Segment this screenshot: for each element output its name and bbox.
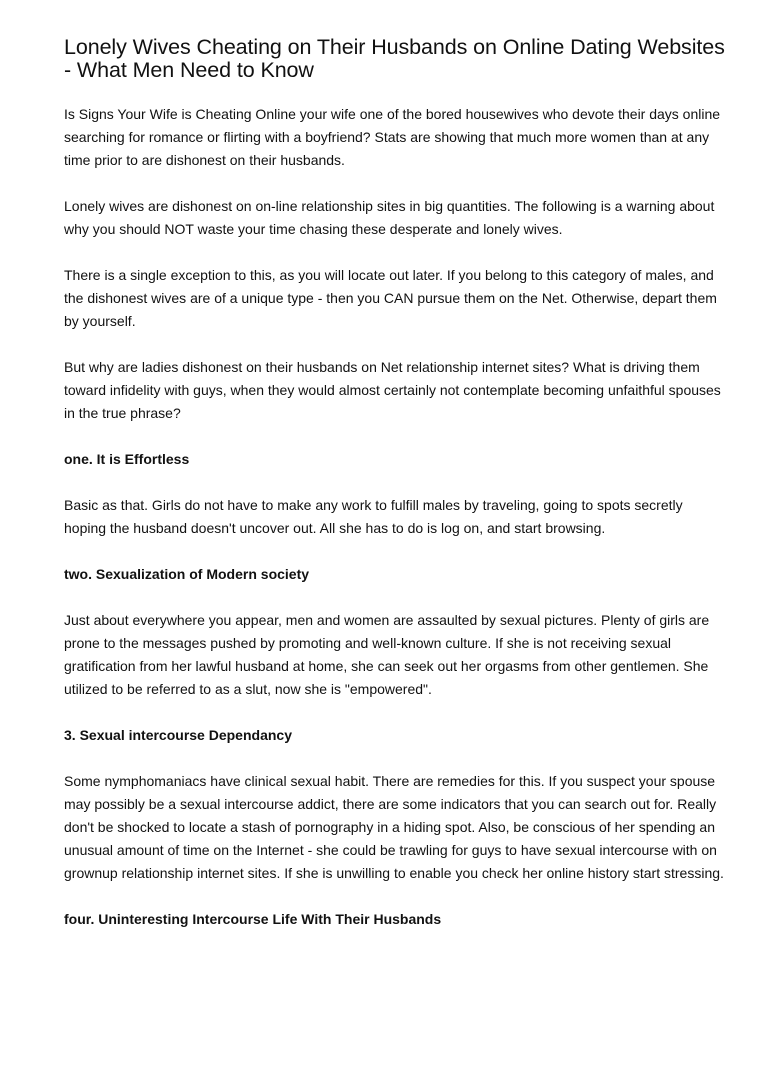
section-heading-sexualization: two. Sexualization of Modern society — [64, 566, 310, 582]
section-text-effortless: Basic as that. Girls do not have to make any work to fulfill males by traveling, going to spots secretly hoping the husband doesn't uncover out. All she has to do is log on, and start browsing. — [64, 497, 683, 536]
document-title: Lonely Wives Cheating on Their Husbands on Online Dating Websites - What Men Need to Know — [64, 35, 725, 82]
section-heading-dependancy: 3. Sexual intercourse Dependancy — [64, 727, 292, 743]
section-heading-effortless: one. It is Effortless — [64, 451, 190, 467]
paragraph-question: But why are ladies dishonest on their husbands on Net relationship internet sites? What is driving them toward infidelity with guys, when they would almost certainly not contemplate becoming unfaithful spouses in the true phrase? — [64, 359, 721, 421]
section-heading-uninteresting: four. Uninteresting Intercourse Life With Their Husbands — [64, 911, 442, 927]
paragraph-warning: Lonely wives are dishonest on on-line relationship sites in big quantities. The following is a warning about why you should NOT waste your time chasing these desperate and lonely wives. — [64, 198, 715, 237]
section-text-sexualization: Just about everywhere you appear, men and women are assaulted by sexual pictures. Plenty of girls are prone to the messages pushed by promoting and well-known culture. If she is not receiving sexual gratification from her lawful husband at home, she can seek out her orgasms from other gentlemen. She utilized to be referred to as a slut, now she is "empowered". — [64, 612, 710, 697]
paragraph-exception: There is a single exception to this, as you will locate out later. If you belong to this category of males, and the dishonest wives are of a unique type - then you CAN pursue them on the Net. Otherwise, depart them by yourself. — [64, 267, 717, 329]
section-text-dependancy: Some nymphomaniacs have clinical sexual habit. There are remedies for this. If you suspect your spouse may possibly be a sexual intercourse addict, there are some indicators that you can search out for. Really don't be shocked to locate a stash of pornography in a hiding spot. Also, be conscious of her spending an unusual amount of time on the Internet - she could be trawling for guys to have sexual intercourse with on grownup relationship internet sites. If she is unwilling to enable you check her online history start stressing. — [64, 773, 724, 881]
paragraph-intro: Is Signs Your Wife is Cheating Online your wife one of the bored housewives who devote their days online searching for romance or flirting with a boyfriend? Stats are showing that much more women than at any time prior to are dishonest on their husbands. — [64, 106, 721, 168]
